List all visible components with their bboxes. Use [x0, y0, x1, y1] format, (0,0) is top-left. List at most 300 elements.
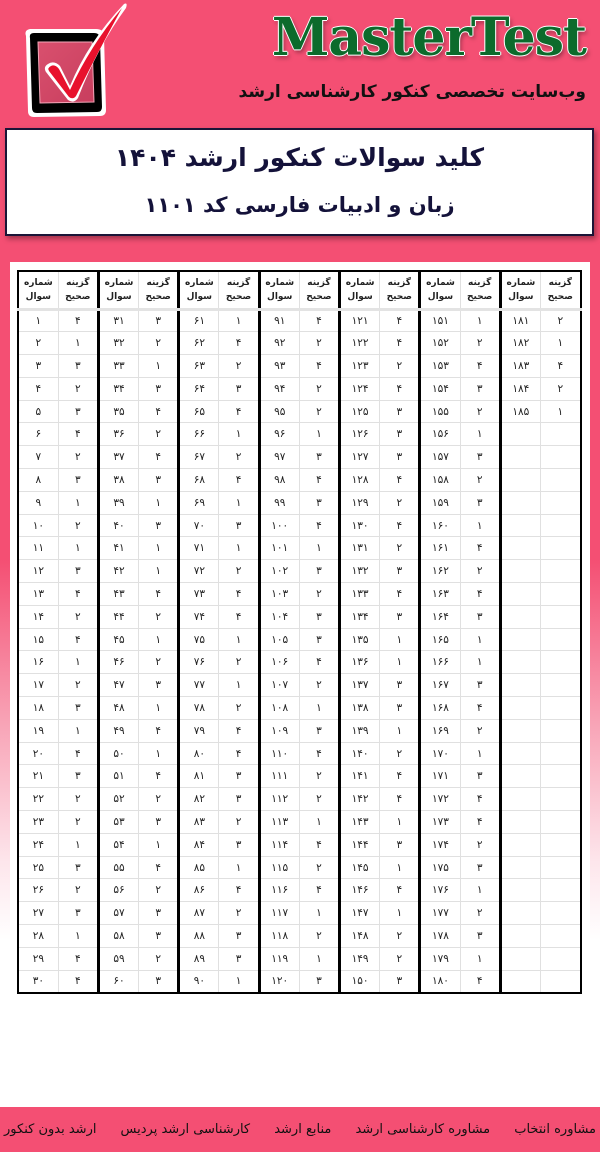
correct-answer-cell: ۲	[58, 674, 98, 697]
correct-answer-cell: ۳	[299, 605, 339, 628]
question-number-cell: ۱۵۶	[420, 423, 460, 446]
question-number-cell	[500, 605, 540, 628]
question-number-cell: ۱۳۲	[340, 560, 380, 583]
correct-answer-cell: ۲	[58, 811, 98, 834]
table-row	[18, 856, 581, 879]
correct-answer-cell: ۱	[380, 719, 420, 742]
correct-answer-cell: ۱	[58, 537, 98, 560]
question-number-cell: ۱۰۴	[259, 605, 299, 628]
correct-answer-cell	[540, 947, 580, 970]
correct-answer-cell	[540, 833, 580, 856]
correct-answer-cell: ۳	[460, 605, 500, 628]
question-number-cell: ۶۴	[179, 377, 219, 400]
question-number-cell: ۱۳۳	[340, 583, 380, 606]
correct-answer-cell: ۱	[380, 811, 420, 834]
column-header-correct-answer: گزینه صحیح	[58, 271, 98, 309]
correct-answer-cell: ۳	[219, 947, 259, 970]
question-number-cell: ۸۵	[179, 856, 219, 879]
correct-answer-cell: ۳	[58, 902, 98, 925]
correct-answer-cell: ۳	[219, 377, 259, 400]
correct-answer-cell: ۳	[219, 765, 259, 788]
correct-answer-cell: ۱	[460, 651, 500, 674]
question-number-cell: ۱۱۸	[259, 925, 299, 948]
correct-answer-cell	[540, 811, 580, 834]
question-number-cell: ۹۴	[259, 377, 299, 400]
correct-answer-cell	[540, 879, 580, 902]
question-number-cell: ۲۴	[18, 833, 58, 856]
question-number-cell: ۶۵	[179, 400, 219, 423]
correct-answer-cell: ۱	[58, 332, 98, 355]
correct-answer-cell: ۲	[380, 491, 420, 514]
question-number-cell: ۸۴	[179, 833, 219, 856]
table-row	[18, 514, 581, 537]
question-number-cell: ۱۶۲	[420, 560, 460, 583]
question-number-cell: ۹۶	[259, 423, 299, 446]
question-number-cell: ۲۳	[18, 811, 58, 834]
column-header-correct-answer: گزینه صحیح	[380, 271, 420, 309]
correct-answer-cell: ۴	[540, 355, 580, 378]
question-number-cell: ۴۶	[98, 651, 138, 674]
table-header-row	[18, 271, 581, 309]
correct-answer-cell: ۴	[219, 719, 259, 742]
question-number-cell: ۴۷	[98, 674, 138, 697]
correct-answer-cell	[540, 697, 580, 720]
correct-answer-cell: ۱	[58, 833, 98, 856]
table-row	[18, 469, 581, 492]
correct-answer-cell: ۲	[58, 788, 98, 811]
correct-answer-cell: ۱	[58, 491, 98, 514]
correct-answer-cell: ۱	[139, 491, 179, 514]
question-number-cell: ۱۰۱	[259, 537, 299, 560]
footer-link-arshad-pardis[interactable]: کارشناسی ارشد پردیس	[120, 1122, 251, 1137]
question-number-cell: ۸۶	[179, 879, 219, 902]
correct-answer-cell: ۳	[380, 423, 420, 446]
question-number-cell: ۴۹	[98, 719, 138, 742]
question-number-cell: ۶۸	[179, 469, 219, 492]
title-box	[5, 128, 594, 236]
question-number-cell: ۲۶	[18, 879, 58, 902]
question-number-cell: ۵۲	[98, 788, 138, 811]
question-number-cell: ۱۸۳	[500, 355, 540, 378]
correct-answer-cell: ۴	[219, 742, 259, 765]
question-number-cell: ۶۲	[179, 332, 219, 355]
correct-answer-cell: ۱	[299, 811, 339, 834]
correct-answer-cell: ۴	[380, 377, 420, 400]
question-number-cell	[500, 925, 540, 948]
footer-link-arshad-bedoon-konkur[interactable]: ارشد بدون کنکور	[4, 1122, 97, 1137]
question-number-cell: ۷۸	[179, 697, 219, 720]
question-number-cell: ۳۱	[98, 309, 138, 332]
correct-answer-cell: ۱	[460, 742, 500, 765]
correct-answer-cell: ۱	[460, 514, 500, 537]
table-row	[18, 651, 581, 674]
correct-answer-cell: ۱	[139, 628, 179, 651]
question-number-cell: ۹۰	[179, 970, 219, 993]
correct-answer-cell: ۳	[460, 377, 500, 400]
question-number-cell: ۵۳	[98, 811, 138, 834]
table-row	[18, 879, 581, 902]
correct-answer-cell: ۴	[58, 970, 98, 993]
question-number-cell: ۱۷۲	[420, 788, 460, 811]
question-number-cell: ۲۷	[18, 902, 58, 925]
question-number-cell: ۱۵۰	[340, 970, 380, 993]
question-number-cell	[500, 697, 540, 720]
question-number-cell: ۴۱	[98, 537, 138, 560]
correct-answer-cell: ۳	[299, 560, 339, 583]
correct-answer-cell: ۳	[460, 674, 500, 697]
table-row	[18, 332, 581, 355]
question-number-cell: ۱۴۶	[340, 879, 380, 902]
correct-answer-cell: ۴	[460, 355, 500, 378]
column-header-correct-answer: گزینه صحیح	[299, 271, 339, 309]
question-number-cell: ۳۵	[98, 400, 138, 423]
correct-answer-cell: ۴	[380, 514, 420, 537]
correct-answer-cell: ۲	[139, 651, 179, 674]
correct-answer-cell	[540, 469, 580, 492]
question-number-cell	[500, 902, 540, 925]
column-header-question-number: شماره سوال	[259, 271, 299, 309]
correct-answer-cell: ۱	[299, 423, 339, 446]
correct-answer-cell: ۳	[380, 833, 420, 856]
question-number-cell: ۴۳	[98, 583, 138, 606]
footer-link-moshavere-entekhab[interactable]: مشاوره انتخاب	[514, 1122, 596, 1137]
question-number-cell: ۱۶۳	[420, 583, 460, 606]
correct-answer-cell: ۲	[219, 446, 259, 469]
correct-answer-cell: ۱	[380, 628, 420, 651]
question-number-cell: ۱۶۱	[420, 537, 460, 560]
table-row	[18, 537, 581, 560]
correct-answer-cell: ۳	[219, 925, 259, 948]
question-number-cell: ۹۲	[259, 332, 299, 355]
table-row	[18, 788, 581, 811]
table-row	[18, 765, 581, 788]
correct-answer-cell: ۲	[219, 697, 259, 720]
page-title: کلید سوالات کنکور ارشد ۱۴۰۴	[114, 143, 485, 172]
question-number-cell: ۶۶	[179, 423, 219, 446]
table-row	[18, 355, 581, 378]
question-number-cell: ۵۰	[98, 742, 138, 765]
correct-answer-cell: ۲	[139, 788, 179, 811]
column-header-question-number: شماره سوال	[500, 271, 540, 309]
correct-answer-cell	[540, 856, 580, 879]
question-number-cell: ۱۵۷	[420, 446, 460, 469]
correct-answer-cell: ۴	[58, 583, 98, 606]
table-row	[18, 628, 581, 651]
correct-answer-cell: ۲	[380, 537, 420, 560]
question-number-cell: ۱۱۵	[259, 856, 299, 879]
question-number-cell: ۱۴۲	[340, 788, 380, 811]
correct-answer-cell: ۳	[58, 560, 98, 583]
question-number-cell: ۵	[18, 400, 58, 423]
question-number-cell	[500, 469, 540, 492]
footer-nav	[0, 1107, 600, 1152]
question-number-cell: ۷۳	[179, 583, 219, 606]
question-number-cell: ۱۲۸	[340, 469, 380, 492]
question-number-cell: ۹۵	[259, 400, 299, 423]
column-header-question-number: شماره سوال	[18, 271, 58, 309]
correct-answer-cell: ۳	[460, 446, 500, 469]
question-number-cell: ۱۷۰	[420, 742, 460, 765]
correct-answer-cell: ۳	[58, 697, 98, 720]
question-number-cell: ۳۹	[98, 491, 138, 514]
question-number-cell: ۴	[18, 377, 58, 400]
question-number-cell: ۷۷	[179, 674, 219, 697]
correct-answer-cell: ۴	[299, 742, 339, 765]
question-number-cell: ۳۶	[98, 423, 138, 446]
correct-answer-cell: ۴	[139, 583, 179, 606]
question-number-cell: ۱۱۷	[259, 902, 299, 925]
correct-answer-cell: ۲	[299, 400, 339, 423]
correct-answer-cell: ۱	[139, 355, 179, 378]
table-row	[18, 605, 581, 628]
correct-answer-cell: ۴	[299, 651, 339, 674]
correct-answer-cell: ۲	[460, 833, 500, 856]
question-number-cell: ۱۱۶	[259, 879, 299, 902]
correct-answer-cell: ۴	[299, 833, 339, 856]
brand-logo-text[interactable]: MasterTest	[271, 7, 586, 68]
correct-answer-cell	[540, 423, 580, 446]
correct-answer-cell: ۴	[58, 742, 98, 765]
correct-answer-cell: ۴	[139, 446, 179, 469]
correct-answer-cell: ۴	[219, 400, 259, 423]
correct-answer-cell: ۴	[58, 628, 98, 651]
question-number-cell: ۱۳۶	[340, 651, 380, 674]
question-number-cell: ۱۷۷	[420, 902, 460, 925]
correct-answer-cell: ۳	[380, 970, 420, 993]
question-number-cell: ۱۵۴	[420, 377, 460, 400]
question-number-cell: ۱۴۵	[340, 856, 380, 879]
correct-answer-cell: ۱	[139, 697, 179, 720]
table-row	[18, 742, 581, 765]
checkbox-check-icon[interactable]	[18, 2, 130, 120]
correct-answer-cell: ۱	[219, 309, 259, 332]
correct-answer-cell: ۴	[58, 423, 98, 446]
question-number-cell	[500, 742, 540, 765]
question-number-cell: ۱۵۲	[420, 332, 460, 355]
question-number-cell: ۱۸	[18, 697, 58, 720]
correct-answer-cell: ۲	[139, 879, 179, 902]
question-number-cell: ۱۱۹	[259, 947, 299, 970]
question-number-cell: ۹	[18, 491, 58, 514]
question-number-cell: ۱۱۰	[259, 742, 299, 765]
correct-answer-cell: ۴	[460, 970, 500, 993]
correct-answer-cell: ۲	[460, 719, 500, 742]
correct-answer-cell: ۱	[139, 742, 179, 765]
question-number-cell: ۱۳۰	[340, 514, 380, 537]
question-number-cell: ۱۱۳	[259, 811, 299, 834]
correct-answer-cell: ۲	[219, 902, 259, 925]
column-header-question-number: شماره سوال	[340, 271, 380, 309]
correct-answer-cell	[540, 765, 580, 788]
correct-answer-cell: ۴	[219, 583, 259, 606]
correct-answer-cell: ۲	[58, 377, 98, 400]
correct-answer-cell: ۳	[58, 355, 98, 378]
correct-answer-cell	[540, 514, 580, 537]
correct-answer-cell: ۲	[219, 355, 259, 378]
correct-answer-cell: ۳	[380, 605, 420, 628]
question-number-cell: ۹۷	[259, 446, 299, 469]
question-number-cell: ۱۳۷	[340, 674, 380, 697]
question-number-cell: ۱۲۵	[340, 400, 380, 423]
question-number-cell: ۱۴۴	[340, 833, 380, 856]
correct-answer-cell: ۳	[299, 970, 339, 993]
table-row	[18, 902, 581, 925]
correct-answer-cell: ۴	[139, 856, 179, 879]
footer-link-moshavere-arshad[interactable]: مشاوره کارشناسی ارشد	[355, 1122, 491, 1137]
question-number-cell: ۱۶۵	[420, 628, 460, 651]
question-number-cell: ۷۰	[179, 514, 219, 537]
page-subtitle: زبان و ادبیات فارسی کد ۱۱۰۱	[144, 193, 455, 217]
question-number-cell: ۱۰۰	[259, 514, 299, 537]
correct-answer-cell: ۱	[219, 537, 259, 560]
question-number-cell: ۱۳۴	[340, 605, 380, 628]
question-number-cell: ۱۴	[18, 605, 58, 628]
question-number-cell: ۱۰۲	[259, 560, 299, 583]
question-number-cell	[500, 537, 540, 560]
question-number-cell: ۶۰	[98, 970, 138, 993]
correct-answer-cell: ۱	[58, 651, 98, 674]
question-number-cell: ۱۰	[18, 514, 58, 537]
correct-answer-cell: ۲	[299, 765, 339, 788]
question-number-cell: ۱۸۵	[500, 400, 540, 423]
question-number-cell: ۱۵۹	[420, 491, 460, 514]
question-number-cell: ۱۶۸	[420, 697, 460, 720]
question-number-cell: ۱۶	[18, 651, 58, 674]
correct-answer-cell: ۲	[460, 560, 500, 583]
table-row	[18, 309, 581, 332]
correct-answer-cell: ۳	[460, 856, 500, 879]
question-number-cell: ۲۸	[18, 925, 58, 948]
question-number-cell: ۱۸۴	[500, 377, 540, 400]
correct-answer-cell	[540, 970, 580, 993]
correct-answer-cell: ۱	[219, 491, 259, 514]
correct-answer-cell: ۱	[460, 628, 500, 651]
correct-answer-cell: ۱	[460, 879, 500, 902]
question-number-cell: ۱۷۳	[420, 811, 460, 834]
table-row	[18, 583, 581, 606]
correct-answer-cell: ۱	[380, 902, 420, 925]
question-number-cell: ۱۱۲	[259, 788, 299, 811]
correct-answer-cell: ۳	[139, 925, 179, 948]
correct-answer-cell: ۱	[460, 947, 500, 970]
correct-answer-cell: ۱	[219, 856, 259, 879]
correct-answer-cell: ۲	[219, 811, 259, 834]
question-number-cell: ۷۹	[179, 719, 219, 742]
question-number-cell: ۲۲	[18, 788, 58, 811]
correct-answer-cell: ۳	[460, 765, 500, 788]
correct-answer-cell: ۴	[299, 309, 339, 332]
question-number-cell: ۱۲	[18, 560, 58, 583]
correct-answer-cell: ۴	[380, 788, 420, 811]
correct-answer-cell: ۲	[139, 423, 179, 446]
question-number-cell	[500, 514, 540, 537]
correct-answer-cell: ۱	[139, 833, 179, 856]
correct-answer-cell: ۴	[299, 469, 339, 492]
correct-answer-cell	[540, 605, 580, 628]
question-number-cell: ۱۶۷	[420, 674, 460, 697]
correct-answer-cell: ۲	[58, 605, 98, 628]
question-number-cell: ۷۱	[179, 537, 219, 560]
correct-answer-cell: ۴	[299, 879, 339, 902]
question-number-cell: ۱۷۴	[420, 833, 460, 856]
question-number-cell: ۱۵۱	[420, 309, 460, 332]
correct-answer-cell: ۲	[139, 947, 179, 970]
correct-answer-cell: ۳	[380, 697, 420, 720]
question-number-cell: ۱۸۲	[500, 332, 540, 355]
correct-answer-cell: ۱	[219, 423, 259, 446]
question-number-cell: ۸۳	[179, 811, 219, 834]
correct-answer-cell: ۴	[380, 309, 420, 332]
question-number-cell	[500, 583, 540, 606]
correct-answer-cell: ۳	[58, 469, 98, 492]
question-number-cell: ۱۴۰	[340, 742, 380, 765]
question-number-cell: ۸۹	[179, 947, 219, 970]
table-row	[18, 400, 581, 423]
question-number-cell: ۳	[18, 355, 58, 378]
correct-answer-cell: ۳	[58, 400, 98, 423]
correct-answer-cell: ۴	[460, 537, 500, 560]
correct-answer-cell: ۲	[380, 355, 420, 378]
question-number-cell	[500, 560, 540, 583]
correct-answer-cell: ۳	[139, 674, 179, 697]
question-number-cell	[500, 833, 540, 856]
question-number-cell: ۱۷۱	[420, 765, 460, 788]
table-row	[18, 423, 581, 446]
question-number-cell: ۱۷۵	[420, 856, 460, 879]
footer-link-manabe-arshad[interactable]: منابع ارشد	[274, 1122, 332, 1137]
correct-answer-cell: ۳	[299, 446, 339, 469]
question-number-cell: ۸۸	[179, 925, 219, 948]
question-number-cell: ۱۳۸	[340, 697, 380, 720]
correct-answer-cell: ۱	[219, 970, 259, 993]
correct-answer-cell: ۴	[219, 879, 259, 902]
question-number-cell	[500, 947, 540, 970]
correct-answer-cell: ۳	[139, 469, 179, 492]
correct-answer-cell: ۴	[460, 697, 500, 720]
correct-answer-cell: ۳	[380, 446, 420, 469]
correct-answer-cell	[540, 628, 580, 651]
correct-answer-cell: ۱	[460, 423, 500, 446]
question-number-cell: ۱۰۶	[259, 651, 299, 674]
question-number-cell: ۲۵	[18, 856, 58, 879]
correct-answer-cell: ۲	[460, 400, 500, 423]
question-number-cell: ۴۰	[98, 514, 138, 537]
correct-answer-cell	[540, 719, 580, 742]
question-number-cell	[500, 628, 540, 651]
correct-answer-cell	[540, 788, 580, 811]
column-header-question-number: شماره سوال	[98, 271, 138, 309]
question-number-cell: ۶۳	[179, 355, 219, 378]
question-number-cell: ۸۱	[179, 765, 219, 788]
correct-answer-cell	[540, 560, 580, 583]
table-row	[18, 970, 581, 993]
correct-answer-cell: ۳	[139, 902, 179, 925]
correct-answer-cell: ۱	[380, 856, 420, 879]
question-number-cell: ۹۸	[259, 469, 299, 492]
correct-answer-cell: ۲	[299, 332, 339, 355]
question-number-cell: ۹۹	[259, 491, 299, 514]
question-number-cell: ۱۷۶	[420, 879, 460, 902]
correct-answer-cell: ۱	[299, 537, 339, 560]
question-number-cell: ۵۶	[98, 879, 138, 902]
question-number-cell: ۱۵۳	[420, 355, 460, 378]
question-number-cell: ۳۷	[98, 446, 138, 469]
table-row	[18, 833, 581, 856]
question-number-cell: ۱۳۵	[340, 628, 380, 651]
column-header-correct-answer: گزینه صحیح	[460, 271, 500, 309]
answer-key-table	[17, 270, 582, 994]
correct-answer-cell: ۱	[460, 309, 500, 332]
